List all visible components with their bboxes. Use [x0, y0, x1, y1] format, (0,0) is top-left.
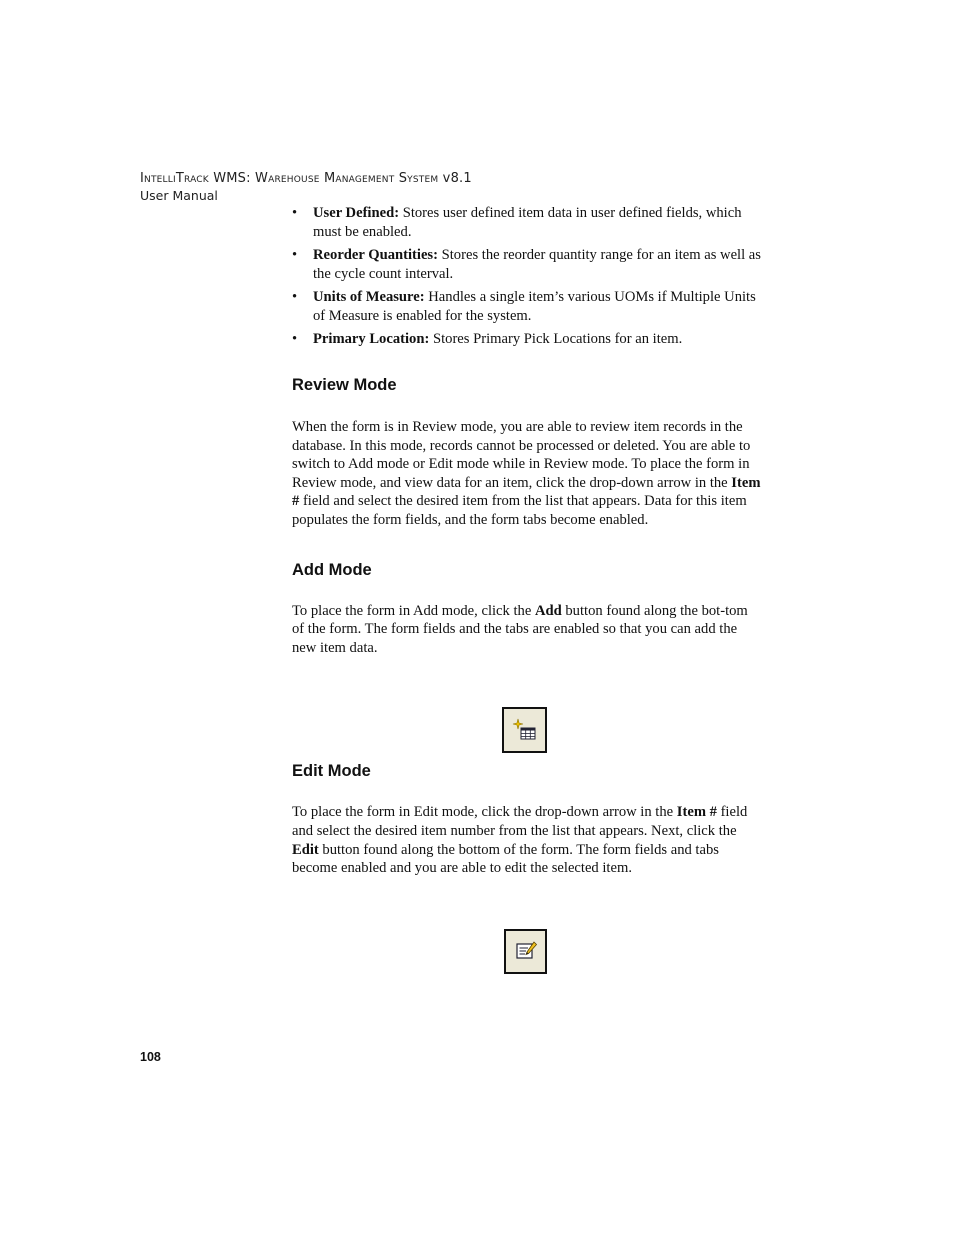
header-title-part: Warehouse Management System — [255, 171, 439, 186]
review-mode-heading: Review Mode — [292, 376, 397, 394]
list-item: • User Defined: Stores user defined item data in user defined fields, which must be enabled. — [292, 205, 742, 240]
bullet-text: Stores Primary Pick Locations for an item. — [429, 331, 683, 347]
review-mode-paragraph: When the form is in Review mode, you are able to review item records in the database. In this mode, records cannot be processed or deleted. You are able to switch to Add mode or Edit mode while in Review mode. To place the form in Review mode, and view data for an item, click the drop-down arrow in the Item # field and select the desired item from the list that appears. Data for this item populates the form fields, and the form tabs become enabled. — [292, 419, 761, 528]
add-mode-heading: Add Mode — [292, 560, 372, 579]
page-number: 108 — [140, 1050, 161, 1064]
bullet-term: Units of Measure: — [313, 289, 425, 305]
add-button[interactable] — [502, 707, 547, 753]
edit-mode-heading: Edit Mode — [292, 762, 371, 781]
bullet-term: User Defined: — [313, 205, 400, 221]
header-subtitle: User Manual — [140, 188, 218, 203]
bullet-term: Reorder Quantities: — [313, 247, 438, 263]
bullet-text: Stores the reorder quantity range for an item as well as the cycle count interval. — [313, 247, 761, 282]
add-record-icon — [512, 717, 538, 743]
feature-list — [292, 204, 762, 349]
edit-button[interactable] — [504, 929, 547, 974]
list-item: • Reorder Quantities: Stores the reorder quantity range for an item as well as the cycle count interval. — [292, 247, 761, 282]
edit-record-icon — [513, 939, 539, 965]
add-mode-paragraph: To place the form in Add mode, click the Add button found along the bot-tom of the form. The form fields and the tabs are enabled so that you can add the new item data. — [292, 602, 748, 656]
header-title-part: WMS: — [208, 171, 256, 186]
bullet-text: Handles a single item’s various UOMs if Multiple Units of Measure is enabled for the system. — [313, 289, 756, 324]
header-title-part: v8.1 — [438, 171, 472, 186]
list-item: • Units of Measure: Handles a single item’s various UOMs if Multiple Units of Measure is enabled for the system. — [292, 289, 756, 324]
header-title — [140, 171, 472, 187]
bullet-term: Primary Location: — [313, 331, 430, 347]
header-title-part: IntelliTrack — [140, 171, 209, 186]
list-item: • Primary Location: Stores Primary Pick Locations for an item. — [292, 331, 683, 347]
main-content — [292, 204, 762, 878]
bullet-text: Stores user defined item data in user defined fields, which must be enabled. — [313, 205, 742, 240]
edit-mode-paragraph: To place the form in Edit mode, click the drop-down arrow in the Item # field and select the desired item number from the list that appears. Next, click the Edit button found along the bottom of the form. The form fields and tabs become enabled and you are able to edit the selected item. — [292, 804, 748, 877]
running-header — [140, 171, 472, 204]
